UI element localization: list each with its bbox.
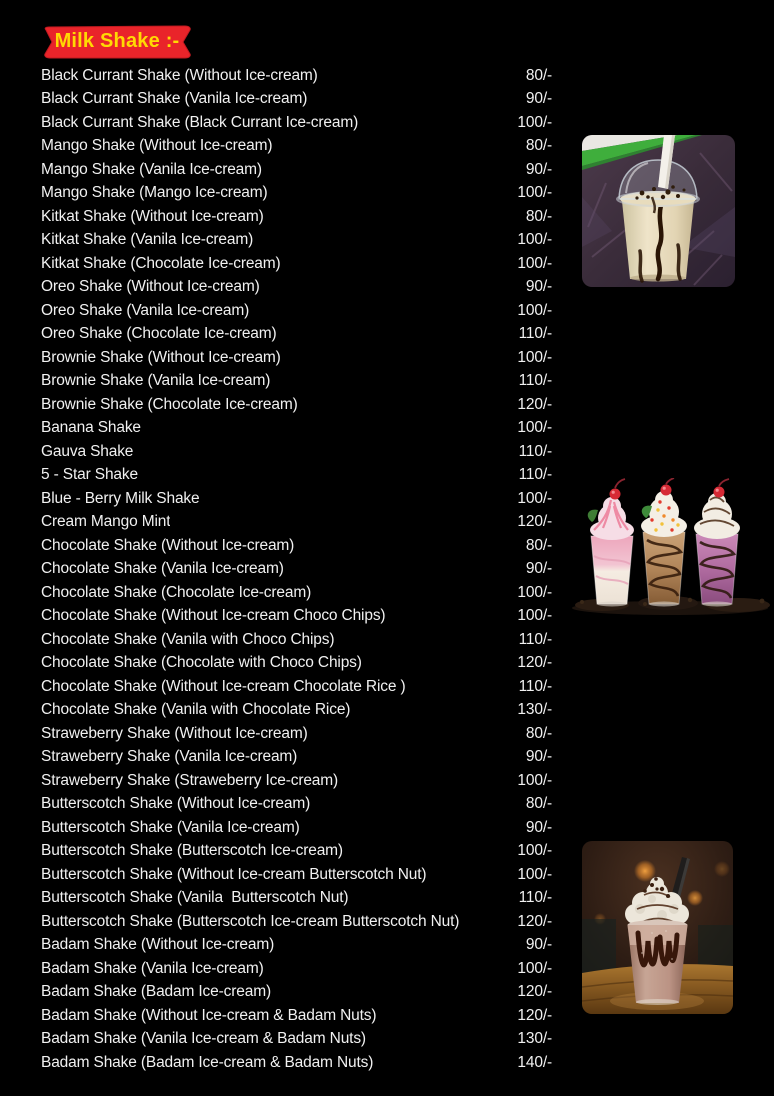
menu-item-row (41, 863, 552, 887)
vanilla-oreo-shake-photo (582, 135, 735, 287)
menu-item-row (41, 111, 552, 135)
menu-item-row (41, 487, 552, 511)
menu-item-name: Black Currant Shake (Black Currant Ice-cream) (41, 113, 359, 131)
menu-item-row (41, 769, 552, 793)
menu-item-name: Chocolate Shake (Without Ice-cream) (41, 536, 295, 554)
menu-item-row (41, 88, 552, 112)
menu-item-price: 100/- (517, 301, 552, 319)
menu-item-row (41, 276, 552, 300)
menu-item-price: 120/- (517, 654, 552, 672)
menu-item-price: 100/- (517, 865, 552, 883)
menu-item-name: Oreo Shake (Chocolate Ice-cream) (41, 325, 277, 343)
chocolate-shake-photo (582, 841, 733, 1014)
menu-item-price: 90/- (525, 748, 552, 766)
menu-item-price: 90/- (525, 560, 552, 578)
menu-item-price: 120/- (517, 513, 552, 531)
menu-list (41, 64, 552, 1075)
menu-item-price: 110/- (518, 325, 552, 343)
menu-item-row (41, 64, 552, 88)
menu-item-name: Oreo Shake (Vanila Ice-cream) (41, 301, 250, 319)
menu-item-name: Chocolate Shake (Chocolate Ice-cream) (41, 583, 312, 601)
menu-item-price: 110/- (518, 442, 552, 460)
menu-item-row (41, 252, 552, 276)
menu-item-price: 130/- (517, 1030, 552, 1048)
menu-item-row (41, 135, 552, 159)
menu-item-name: Butterscotch Shake (Butterscotch Ice-cream) (41, 842, 343, 860)
menu-item-price: 90/- (525, 936, 552, 954)
menu-item-name: Butterscotch Shake (Without Ice-cream Butterscotch Nut) (41, 865, 427, 883)
menu-item-price: 100/- (517, 113, 552, 131)
menu-item-price: 90/- (525, 818, 552, 836)
menu-item-row (41, 746, 552, 770)
menu-item-name: Kitkat Shake (Vanila Ice-cream) (41, 231, 254, 249)
menu-item-name: Chocolate Shake (Without Ice-cream Choco Chips) (41, 607, 386, 625)
menu-item-name: Mango Shake (Without Ice-cream) (41, 137, 273, 155)
menu-item-name: Butterscotch Shake (Vanila Butterscotch Nut) (41, 889, 349, 907)
menu-item-row (41, 182, 552, 206)
menu-item-row (41, 840, 552, 864)
menu-item-name: Badam Shake (Without Ice-cream & Badam Nuts) (41, 1006, 377, 1024)
menu-item-row (41, 299, 552, 323)
menu-item-row (41, 675, 552, 699)
menu-item-row (41, 370, 552, 394)
menu-item-name: Straweberry Shake (Straweberry Ice-cream) (41, 771, 339, 789)
menu-item-price: 100/- (517, 348, 552, 366)
menu-item-price: 120/- (517, 912, 552, 930)
menu-item-price: 110/- (518, 466, 552, 484)
menu-item-price: 80/- (525, 795, 552, 813)
menu-item-name: Cream Mango Mint (41, 513, 171, 531)
menu-item-row (41, 1051, 552, 1075)
menu-item-row (41, 229, 552, 253)
menu-item-price: 100/- (517, 607, 552, 625)
menu-item-price: 80/- (525, 536, 552, 554)
menu-item-name: Banana Shake (41, 419, 141, 437)
menu-item-price: 100/- (517, 184, 552, 202)
menu-item-name: Chocolate Shake (Vanila with Chocolate Rice) (41, 701, 351, 719)
menu-item-row (41, 605, 552, 629)
menu-item-name: Brownie Shake (Chocolate Ice-cream) (41, 395, 298, 413)
menu-item-name: Badam Shake (Without Ice-cream) (41, 936, 275, 954)
menu-item-row (41, 558, 552, 582)
menu-item-row (41, 417, 552, 441)
menu-item-row (41, 910, 552, 934)
menu-item-row (41, 957, 552, 981)
menu-item-name: Badam Shake (Badam Ice-cream) (41, 983, 271, 1001)
menu-item-name: Chocolate Shake (Without Ice-cream Chocolate Rice ) (41, 677, 406, 695)
menu-item-row (41, 628, 552, 652)
menu-item-name: Straweberry Shake (Without Ice-cream) (41, 724, 308, 742)
menu-item-price: 90/- (525, 278, 552, 296)
menu-item-price: 110/- (518, 372, 552, 390)
menu-item-name: Black Currant Shake (Without Ice-cream) (41, 66, 318, 84)
menu-item-row (41, 440, 552, 464)
menu-item-price: 100/- (517, 254, 552, 272)
menu-item-price: 90/- (525, 160, 552, 178)
menu-item-row (41, 816, 552, 840)
menu-item-price: 120/- (517, 395, 552, 413)
menu-item-name: 5 - Star Shake (41, 466, 138, 484)
menu-item-row (41, 393, 552, 417)
menu-item-name: Chocolate Shake (Vanila Ice-cream) (41, 560, 284, 578)
menu-item-row (41, 511, 552, 535)
menu-item-row (41, 1028, 552, 1052)
menu-item-name: Butterscotch Shake (Without Ice-cream) (41, 795, 311, 813)
menu-item-row (41, 534, 552, 558)
menu-section-ribbon (41, 25, 193, 59)
menu-item-name: Badam Shake (Badam Ice-cream & Badam Nuts) (41, 1053, 374, 1071)
menu-item-name: Chocolate Shake (Chocolate with Choco Chips) (41, 654, 362, 672)
menu-item-price: 100/- (517, 583, 552, 601)
menu-item-price: 100/- (517, 771, 552, 789)
menu-item-row (41, 581, 552, 605)
menu-item-price: 100/- (517, 489, 552, 507)
milkshake-trio-photo (570, 478, 774, 620)
menu-item-price: 100/- (517, 842, 552, 860)
menu-item-name: Mango Shake (Mango Ice-cream) (41, 184, 268, 202)
menu-item-row (41, 205, 552, 229)
menu-item-price: 110/- (518, 889, 552, 907)
menu-item-name: Gauva Shake (41, 442, 134, 460)
menu-item-row (41, 158, 552, 182)
menu-item-name: Brownie Shake (Without Ice-cream) (41, 348, 281, 366)
menu-item-name: Kitkat Shake (Chocolate Ice-cream) (41, 254, 281, 272)
menu-item-price: 120/- (517, 983, 552, 1001)
menu-item-row (41, 346, 552, 370)
section-title: Milk Shake :- (54, 30, 180, 52)
menu-item-name: Chocolate Shake (Vanila with Choco Chips) (41, 630, 335, 648)
menu-item-name: Butterscotch Shake (Vanila Ice-cream) (41, 818, 300, 836)
menu-item-price: 80/- (525, 724, 552, 742)
menu-item-name: Kitkat Shake (Without Ice-cream) (41, 207, 264, 225)
menu-item-name: Badam Shake (Vanila Ice-cream) (41, 959, 264, 977)
menu-item-name: Black Currant Shake (Vanila Ice-cream) (41, 90, 308, 108)
menu-item-price: 100/- (517, 959, 552, 977)
menu-item-name: Oreo Shake (Without Ice-cream) (41, 278, 260, 296)
menu-item-row (41, 887, 552, 911)
menu-item-price: 140/- (517, 1053, 552, 1071)
menu-item-row (41, 793, 552, 817)
menu-item-row (41, 652, 552, 676)
menu-item-row (41, 1004, 552, 1028)
menu-item-price: 80/- (525, 137, 552, 155)
menu-item-row (41, 323, 552, 347)
menu-item-price: 130/- (517, 701, 552, 719)
menu-item-name: Badam Shake (Vanila Ice-cream & Badam Nuts) (41, 1030, 366, 1048)
menu-item-row (41, 699, 552, 723)
menu-item-price: 110/- (518, 630, 552, 648)
menu-item-price: 90/- (525, 90, 552, 108)
menu-item-price: 110/- (518, 677, 552, 695)
menu-item-row (41, 981, 552, 1005)
menu-item-price: 100/- (517, 419, 552, 437)
menu-item-row (41, 722, 552, 746)
menu-item-name: Straweberry Shake (Vanila Ice-cream) (41, 748, 298, 766)
menu-item-row (41, 934, 552, 958)
menu-item-name: Brownie Shake (Vanila Ice-cream) (41, 372, 271, 390)
menu-item-row (41, 464, 552, 488)
menu-item-price: 80/- (525, 66, 552, 84)
menu-item-price: 120/- (517, 1006, 552, 1024)
menu-item-name: Butterscotch Shake (Butterscotch Ice-cream Butterscotch Nut) (41, 912, 460, 930)
menu-item-name: Blue - Berry Milk Shake (41, 489, 200, 507)
menu-item-price: 100/- (517, 231, 552, 249)
menu-item-price: 80/- (525, 207, 552, 225)
menu-item-name: Mango Shake (Vanila Ice-cream) (41, 160, 262, 178)
